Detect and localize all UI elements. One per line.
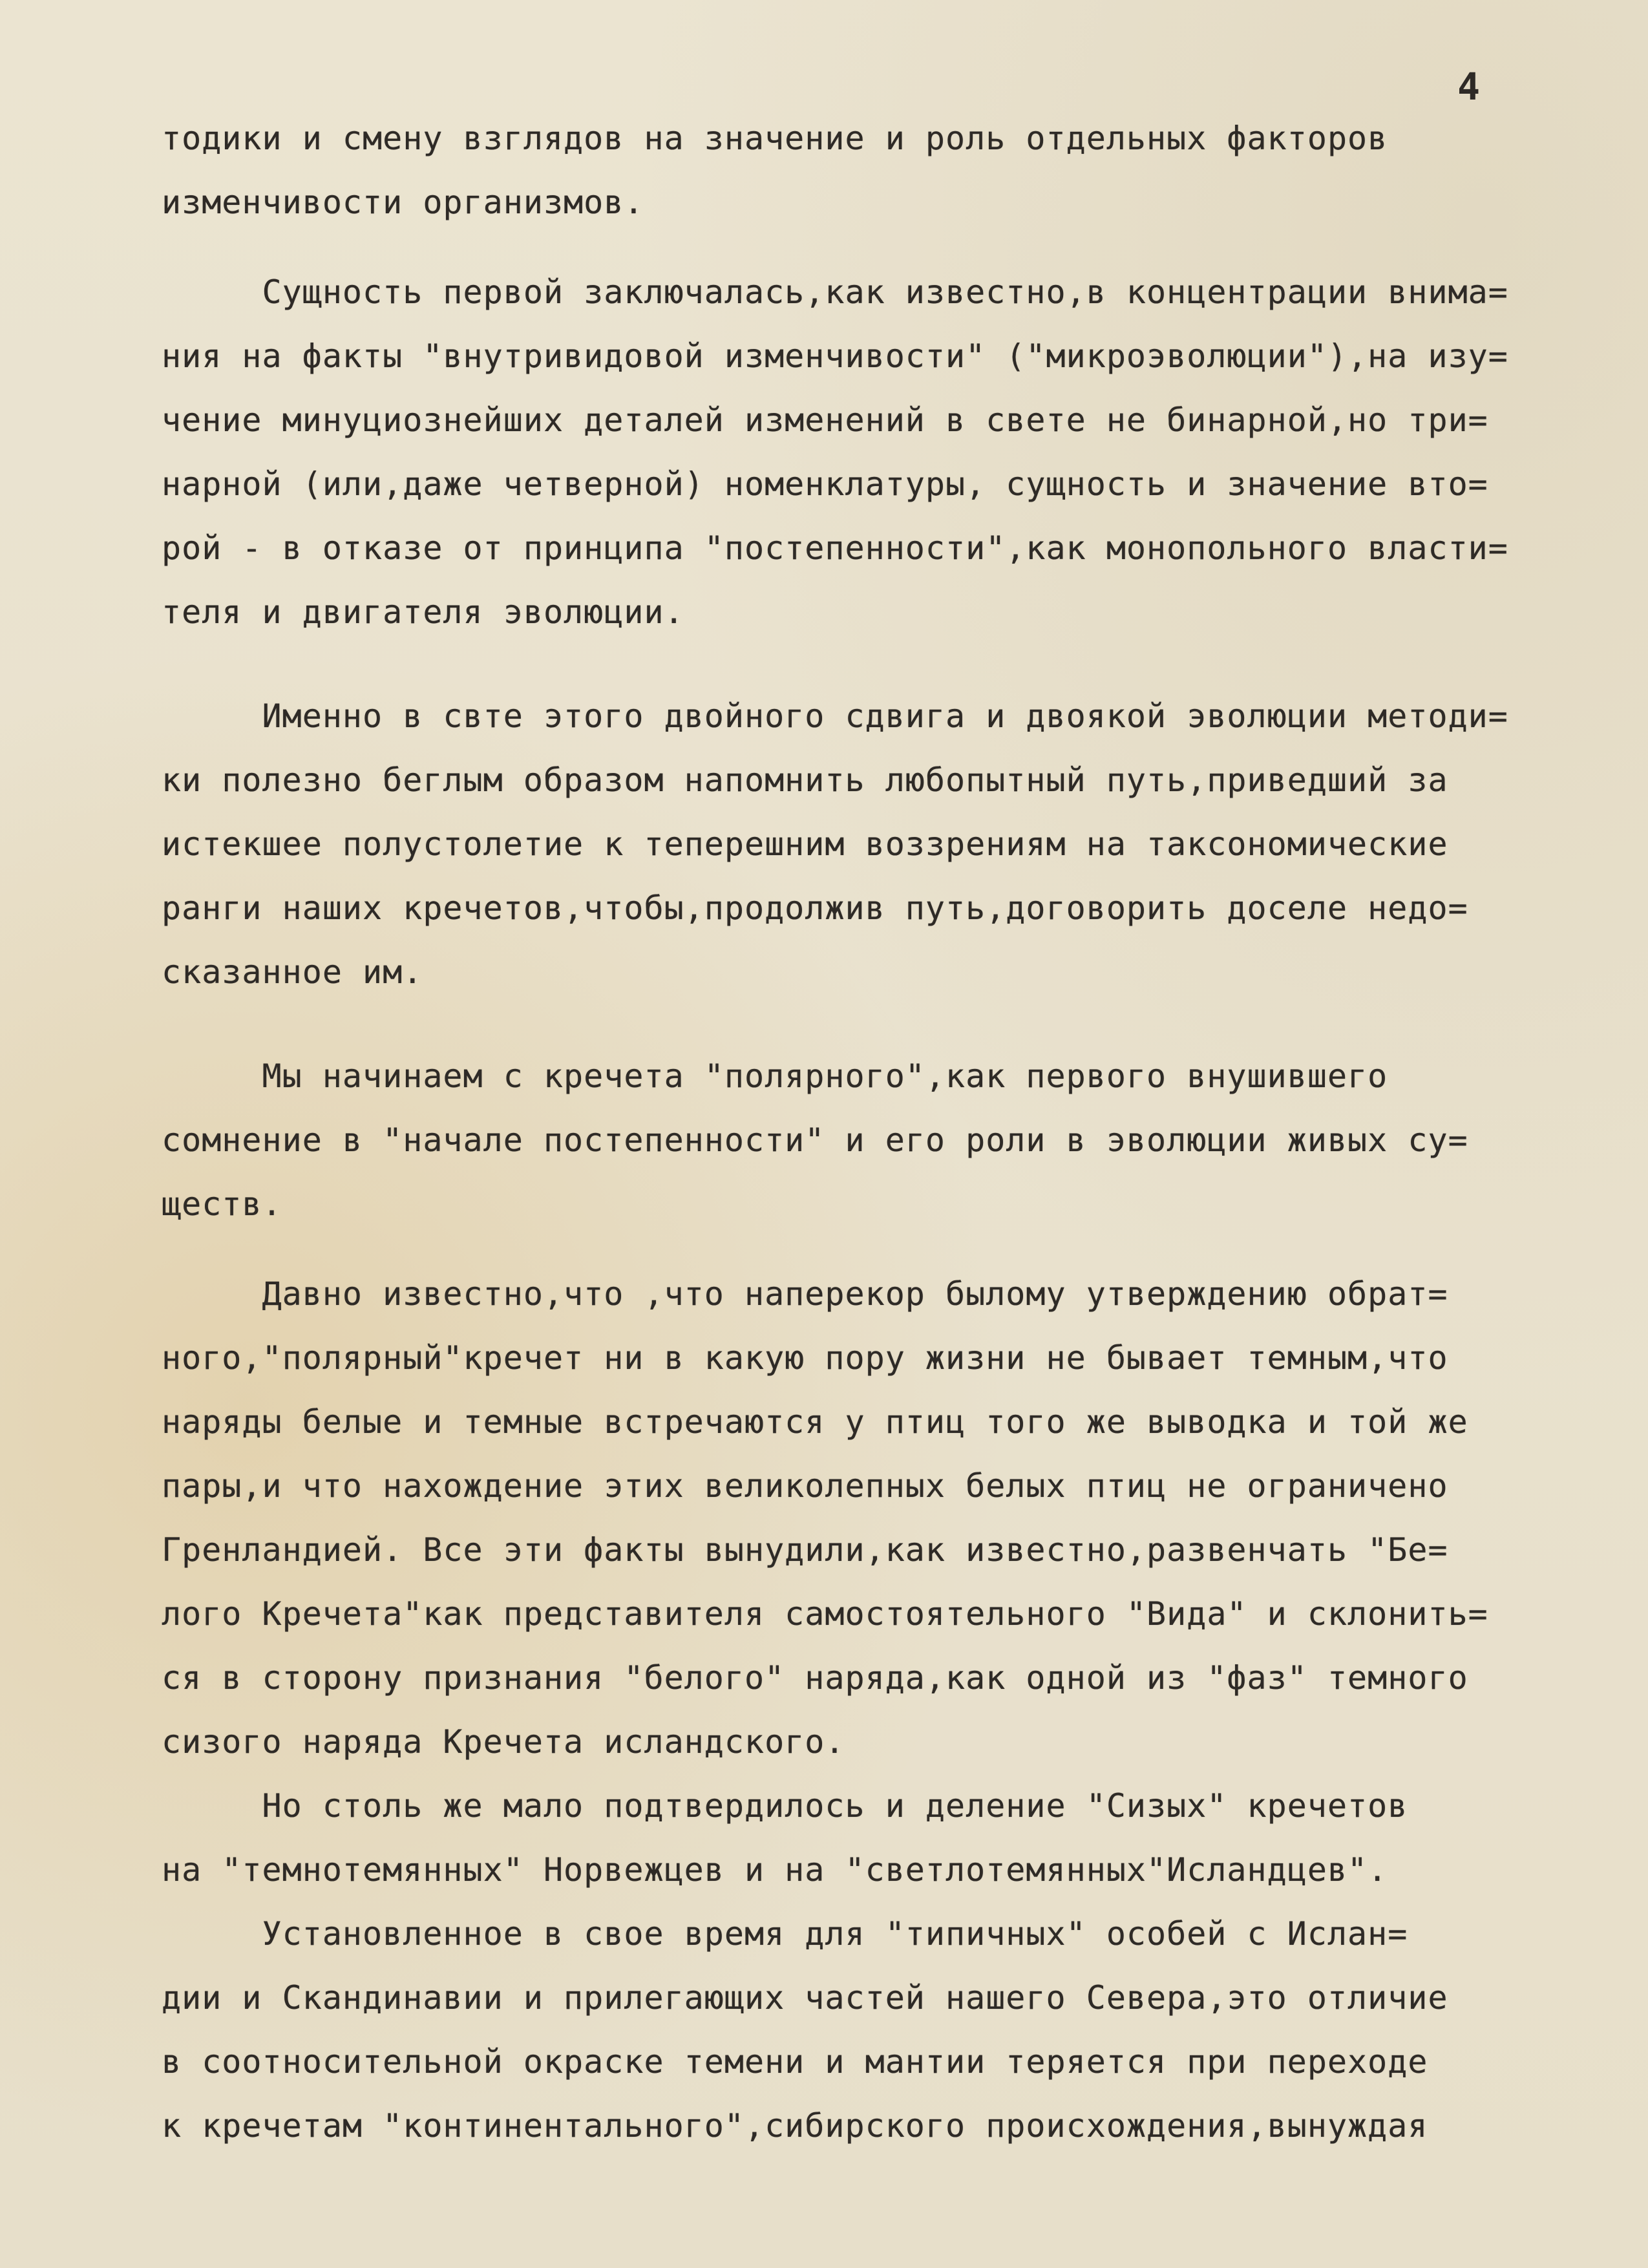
text-line: сомнение в "начале постепенности" и его роли в эволюции живых су= bbox=[162, 1121, 1468, 1159]
text-line: Мы начинаем с кречета "полярного",как первого внушившего bbox=[162, 1057, 1388, 1095]
text-line: теля и двигателя эволюции. bbox=[162, 593, 684, 631]
text-line: дии и Скандинавии и прилегающих частей нашего Севера,это отличие bbox=[162, 1979, 1448, 2017]
paragraph-gap bbox=[162, 235, 1519, 260]
text-line: Сущность первой заключалась,как известно,в концентрации внима= bbox=[162, 273, 1508, 311]
text-line: нарной (или,даже четверной) номенклатуры, сущность и значение вто= bbox=[162, 465, 1488, 503]
text-line: рой - в отказе от принципа "постепенности",как монопольного власти= bbox=[162, 529, 1508, 567]
text-line: ществ. bbox=[162, 1185, 282, 1223]
text-line: на "темнотемянных" Норвежцев и на "светлотемянных"Исландцев". bbox=[162, 1851, 1388, 1889]
text-line: Именно в свте этого двойного сдвига и двоякой эволюции методи= bbox=[162, 697, 1508, 735]
text-line: истекшее полустолетие к теперешним воззрениям на таксономические bbox=[162, 825, 1448, 863]
text-line: в соотносительной окраске темени и мантии теряется при переходе bbox=[162, 2043, 1428, 2081]
text-line: наряды белые и темные встречаются у птиц того же выводка и той же bbox=[162, 1403, 1468, 1441]
paragraph-gap bbox=[162, 1004, 1519, 1044]
text-line: чение минуциознейших деталей изменений в свете не бинарной,но три= bbox=[162, 401, 1488, 439]
text-line: ного,"полярный"кречет ни в какую пору жизни не бывает темным,что bbox=[162, 1339, 1448, 1377]
text-line: лого Кречета"как представителя самостоятельного "Вида" и склонить= bbox=[162, 1595, 1488, 1633]
text-line: Но столь же мало подтвердилось и деление "Сизых" кречетов bbox=[162, 1787, 1408, 1825]
text-line: тодики и смену взглядов на значение и роль отдельных факторов bbox=[162, 120, 1388, 157]
paragraph-gap bbox=[162, 1236, 1519, 1262]
page-number: 4 bbox=[1457, 65, 1480, 109]
text-line: ния на факты "внутривидовой изменчивости" ("микроэволюции"),на изу= bbox=[162, 337, 1508, 375]
paragraph-gap bbox=[162, 644, 1519, 684]
text-line: сказанное им. bbox=[162, 953, 423, 991]
text-line: сизого наряда Кречета исландского. bbox=[162, 1723, 845, 1761]
text-line: Установленное в свое время для "типичных" особей с Ислан= bbox=[162, 1915, 1408, 1953]
text-line: ранги наших кречетов,чтобы,продолжив путь,договорить доселе недо= bbox=[162, 889, 1468, 927]
text-line: к кречетам "континентального",сибирского происхождения,вынуждая bbox=[162, 2107, 1428, 2145]
text-line: Гренландией. Все эти факты вынудили,как известно,развенчать "Бе= bbox=[162, 1531, 1448, 1569]
text-line: пары,и что нахождение этих великолепных белых птиц не ограничено bbox=[162, 1467, 1448, 1505]
text-line: изменчивости организмов. bbox=[162, 184, 644, 221]
text-line: ся в сторону признания "белого" наряда,как одной из "фаз" темного bbox=[162, 1659, 1468, 1697]
text-line: Давно известно,что ,что наперекор былому утверждению обрат= bbox=[162, 1275, 1448, 1313]
typed-text-body bbox=[162, 107, 1519, 2158]
text-line: ки полезно беглым образом напомнить любопытный путь,приведший за bbox=[162, 761, 1448, 799]
